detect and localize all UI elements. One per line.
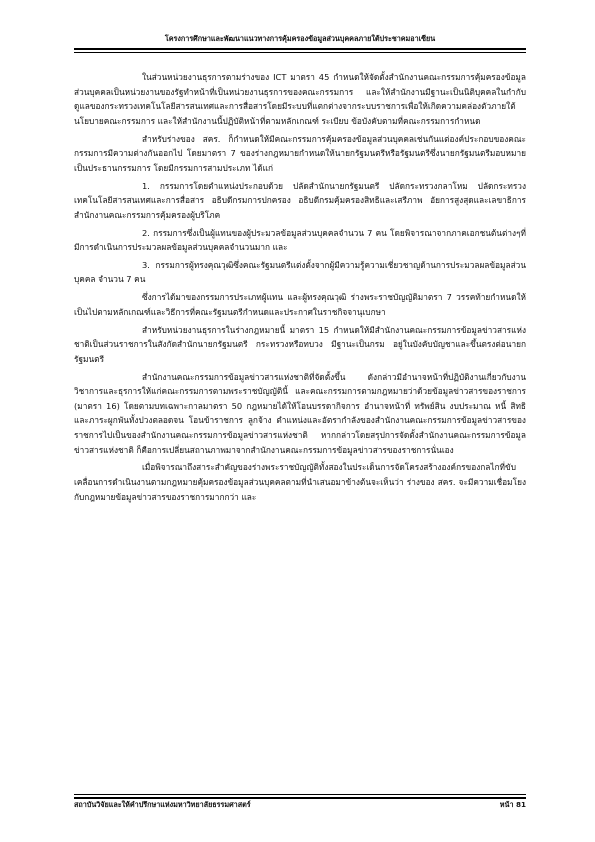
paragraph-office-duties: สำนักงานคณะกรรมการข้อมูลข่าวสารแห่งชาติที่จัดตั้งขึ้น ดังกล่าวมีอำนาจหน้าที่ปฏิบัติงานเกี่ยวกับงานวิชาการและธุรการให้แก่คณะกรรมการตามพระราชบัญญัตินี้ และคณะกรรมการตามกฎหมายว่าด้วยข้อมูลข่าวสารของราชการ (มาตรา 16) โดยตามบทเฉพาะกาลมาตรา 50 กฎหมายได้ให้โอนบรรดากิจการ อำนาจหน้าที่ ทรัพย์สิน งบประมาณ หนี้ สิทธิ และภาระผูกพันทั้งปวงตลอดจน โอนข้าราชการ ลูกจ้าง ตำแหน่งและอัตรากำลังของสำนักงานคณะกรรมการข้อมูลข่าวสารของราชการไปเป็นของสำนักงานคณะกรรมการข้อมูลข่าวสารแห่งชาติ หากกล่าวโดยสรุปการจัดตั้งสำนักงานคณะกรรมการข้อมูลข่าวสารแห่งชาติ ก็คือการเปลี่ยนสถานภาพมาจากสำนักงานคณะกรรมการข้อมูลข่าวสารของราชการนั่นเอง xyxy=(74,371,526,455)
page-number: หน้า 81 xyxy=(499,800,526,809)
body-text xyxy=(74,70,526,507)
paragraph-selection-rules: ซึ่งการได้มาของกรรมการประเภทผู้แทน และผู้ทรงคุณวุฒิ ร่างพระราชบัญญัติมาตรา 7 วรรคท้ายกำหนดให้เป็นไปตามหลักเกณฑ์และวิธีการที่คณะรัฐมนตรีกำหนดและประกาศในราชกิจจานุเบกษา xyxy=(74,292,526,317)
footer-rule xyxy=(74,794,526,795)
footer xyxy=(74,800,526,811)
paragraph-admin-office: สำหรับหน่วยงานธุรการในร่างกฎหมายนี้ มาตรา 15 กำหนดให้มีสำนักงานคณะกรรมการข้อมูลข่าวสารแห่งชาติเป็นส่วนราชการในสังกัดสำนักนายกรัฐมนตรี กระทรวงหรือทบวง มีฐานะเป็นกรม อยู่ในบังคับบัญชาและขึ้นตรงต่อนายกรัฐมนตรี xyxy=(74,324,526,364)
list-item-experts: 3. กรรมการผู้ทรงคุณวุฒิซึ่งคณะรัฐมนตรีแต่งตั้งจากผู้มีความรู้ความเชี่ยวชาญด้านการประมวลผลข้อมูลส่วนบุคคล จำนวน 7 คน xyxy=(74,259,526,285)
list-item-ex-officio: 1. กรรมการโดยตำแหน่งประกอบด้วย ปลัดสำนักนายกรัฐมนตรี ปลัดกระทรวงกลาโหม ปลัดกระทรวงเทคโนโลยีสารสนเทศและการสื่อสาร อธิบดีกรมการปกครอง อธิบดีกรมคุ้มครองสิทธิและเสรีภาพ อัยการสูงสุดและเลขาธิการสำนักงานคณะกรรมการคุ้มครองผู้บริโภค xyxy=(74,180,526,220)
list-item-representatives: 2. กรรมการซึ่งเป็นผู้แทนของผู้ประมวลข้อมูลส่วนบุคคลจำนวน 7 คน โดยพิจารณาจากภาคเอกชนต้นต่างๆที่มีการดำเนินการประมวลผลข้อมูลส่วนบุคคลจำนวนมาก และ xyxy=(74,227,526,253)
paragraph-comparison: เมื่อพิจารณาถึงสาระสำคัญของร่างพระราชบัญญัติทั้งสองในประเด็นการจัดโครงสร้างองค์กรของกลไกที่ขับเคลื่อนการดำเนินงานตามกฎหมายคุ้มครองข้อมูลส่วนบุคคลตามที่นำเสนอมาข้างต้นจะเห็นว่า ร่างของ สคร. จะมีความเชื่อมโยงกับกฎหมายข้อมูลข่าวสารของราชการมากกว่า และ xyxy=(74,462,526,502)
footer-institute: สถาบันวิจัยและให้คำปรึกษาแห่งมหาวิทยาลัยธรรมศาสตร์ xyxy=(74,800,251,809)
paragraph-committee-structure: สำหรับร่างของ สคร. ก็กำหนดให้มีคณะกรรมการคุ้มครองข้อมูลส่วนบุคคลเช่นกันแต่องค์ประกอบของคณะกรรมการมีความต่างกันออกไป โดยมาตรา 7 ของร่างกฎหมายกำหนดให้นายกรัฐมนตรีหรือรัฐมนตรีซึ่งนายกรัฐมนตรีมอบหมายเป็นประธานกรรมการ โดยมีกรรมการสามประเภท ได้แก่ xyxy=(74,133,526,173)
running-header: โครงการศึกษาและพัฒนาแนวทางการคุ้มครองข้อมูลส่วนบุคคลภายใต้ประชาคมอาเซียน xyxy=(164,34,436,43)
paragraph-ict-agency: ในส่วนหน่วยงานธุรการตามร่างของ ICT มาตรา 45 กำหนดให้จัดตั้งสำนักงานคณะกรรมการคุ้มครองข้อมูลส่วนบุคคลเป็นหน่วยงานของรัฐทำหน้าที่เป็นหน่วยงานธุรการของคณะกรรมการ และให้สำนักงานมีฐานะเป็นนิติบุคคลในกำกับดูแลของกระทรวงเทคโนโลยีสารสนเทศและการสื่อสารโดยมีระบบที่แตกต่างจากระบบราชการเพื่อให้เกิดความคล่องตัวภายใต้นโยบายคณะกรรมการ และให้สำนักงานนี้ปฏิบัติหน้าที่ตามหลักเกณฑ์ ระเบียบ ข้อบังคับตามที่คณะกรรมการกำหนด xyxy=(74,72,526,126)
header-rule xyxy=(74,48,526,50)
